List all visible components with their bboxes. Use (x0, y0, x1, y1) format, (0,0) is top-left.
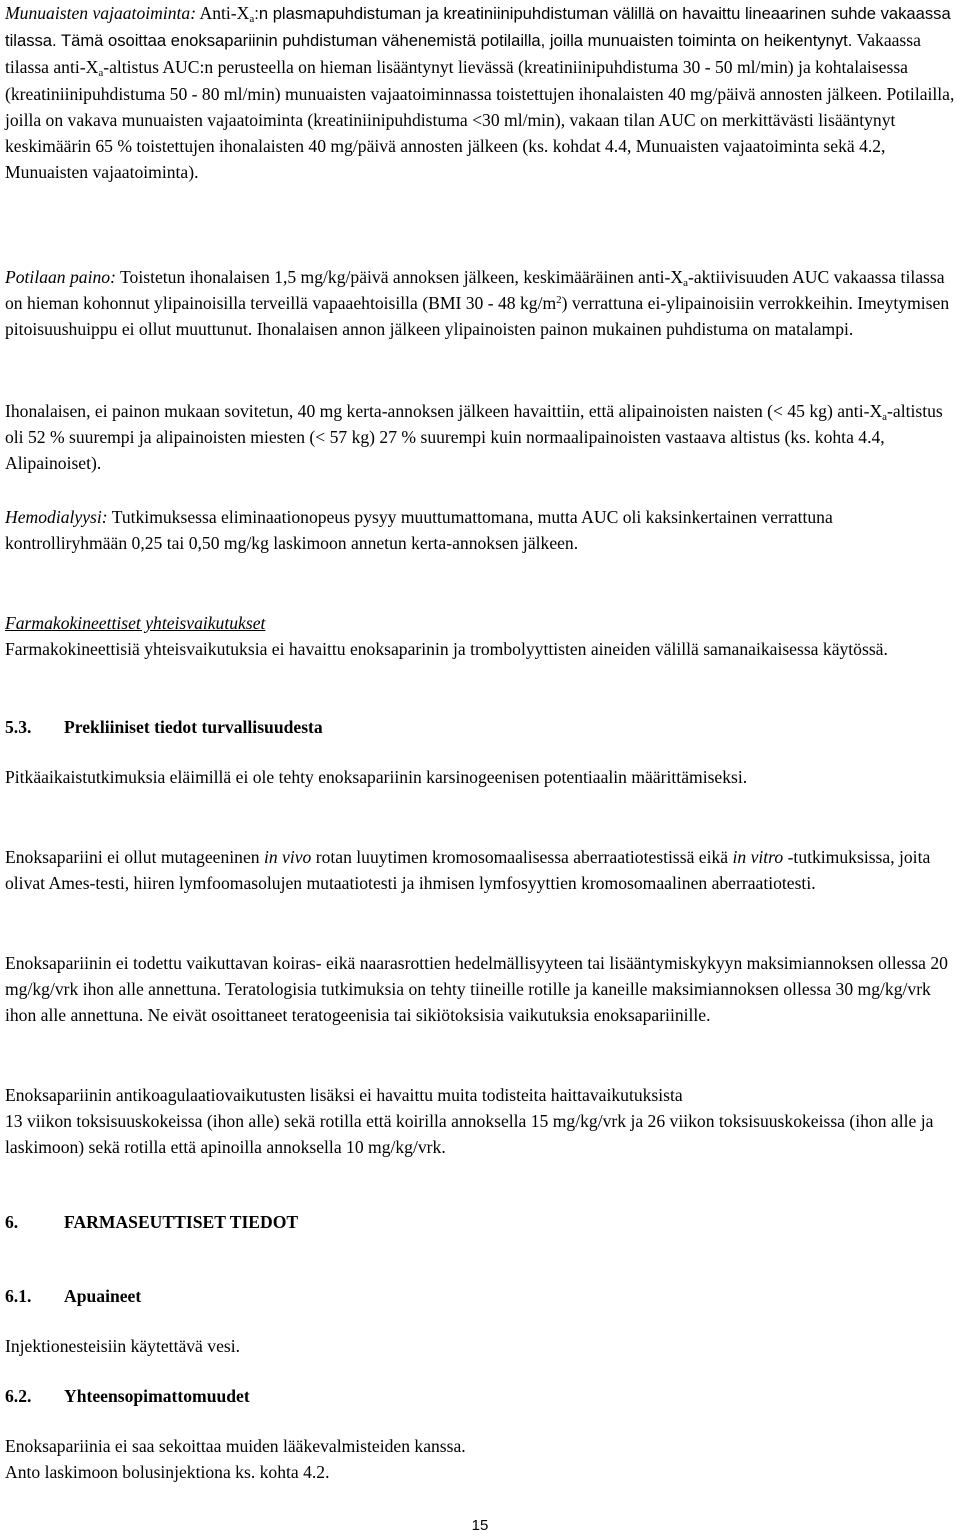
text-run: in vitro (732, 847, 784, 867)
subscript: a (882, 411, 888, 423)
text-run: in vivo (263, 847, 312, 867)
text-run: Anti-X (196, 3, 250, 23)
pk-interactions-heading: Farmakokineettiset yhteisvaikutukset (5, 613, 266, 633)
paragraph-toxicity (5, 1082, 957, 1161)
paragraph-carcinogenicity: Pitkäaikaistutkimuksia eläimillä ei ole tehty enoksapariinin karsinogeenisen potentiaalin määrittämiseksi. (5, 767, 748, 787)
section-heading-6-1 (5, 1283, 957, 1309)
hemodialysis-label: Hemodialyysi: (5, 507, 108, 527)
paragraph-mutagenicity (5, 844, 957, 896)
text-run: Tutkimuksessa eliminaationopeus pysyy muuttumattomana, mutta AUC oli kaksinkertainen verrattuna kontrolliryhmään 0,25 tai 0,50 mg/kg laskimoon annetun kerta-annoksen jälkeen. (5, 507, 833, 554)
section-number: 6.1. (5, 1286, 32, 1306)
section-pk-interactions (5, 610, 957, 662)
text-run: Vakaassa tilassa anti-X (5, 30, 921, 78)
text-run: -aktiivisuuden AUC vakaassa tilassa on hieman kohonnut ylipainoisilla terveillä vapaaehtoisilla (BMI 30 - 48 kg/m (5, 267, 945, 314)
text-run: ) verrattuna ei-ylipainoisiin verrokkeihin. Imeytymisen pitoisuushuippu ei ollut muuttunut. Ihonalaisen annon jälkeen ylipainoisten painon mukainen puhdistuma on matalampi. (5, 293, 950, 340)
text-run: Toistetun ihonalaisen 1,5 mg/kg/päivä annoksen jälkeen, keskimääräinen anti-X (115, 267, 684, 287)
paragraph-fertility: Enoksapariinin ei todettu vaikuttavan koiras- eikä naarasrottien hedelmällisyyteen tai lisääntymiskykyyn maksimiannoksen ollessa 20 mg/kg/vrk ihon alle annettuna. Teratologisia tutkimuksia on tehty tiineille rotille ja kaneille maksimiannoksen ollessa 30 mg/kg/vrk ihon alle annettuna. Ne eivät osoittaneet teratogeenisia tai sikiötoksisia vaikutuksia enoksapariinille. (5, 953, 948, 1026)
pk-interactions-text: Farmakokineettisiä yhteisvaikutuksia ei havaittu enoksaparinin ja trombolyyttisten aineiden välillä samanaikaisessa käytössä. (5, 639, 888, 660)
subscript: a (683, 277, 688, 289)
page-number: 15 (471, 1517, 489, 1534)
subscript: a (98, 67, 104, 80)
renal-impairment-label: Munuaisten vajaatoiminta: (5, 3, 197, 23)
section-heading-6 (5, 1209, 957, 1235)
section-heading-5-3 (5, 714, 957, 740)
text-run: -altistus oli 52 % suurempi ja alipainoisten miesten (< 57 kg) 27 % suurempi kuin normaalipainoisten vastaava altistus (ks. kohta 4.4, Alipainoiset). (5, 401, 943, 474)
superscript: 2 (556, 294, 562, 307)
section-title: Prekliiniset tiedot turvallisuudesta (64, 717, 323, 737)
section-heading-6-2 (5, 1383, 957, 1409)
text-run: 13 viikon toksisuuskokeissa (ihon alle) sekä rotilla että koirilla annoksella 15 mg/kg/vrk ja 26 viikon toksisuuskokeissa (ihon alle ja laskimoon) sekä rotilla että apinoilla annoksella 10 mg/kg/vrk. (5, 1111, 934, 1158)
body-weight-label: Potilaan paino: (5, 267, 116, 287)
section-title: FARMASEUTTISET TIEDOT (64, 1212, 299, 1232)
subscript: a (249, 13, 255, 25)
text-run: rotan luuytimen kromosomaalisessa aberraatiotestissä eikä (311, 847, 733, 867)
text-run: Potilailla, joilla on vakava munuaisten vajaatoiminta (kreatiniinipuhdistuma <30 ml/min), vakaan tilan AUC on merkittävästi lisääntynyt keskimäärin 65 % toistettujen ihonalaisten 40 mg/päivä annosten jälkeen (ks. kohdat 4.4, Munuaisten vajaatoiminta sekä 4.2, Munuaisten vajaatoiminta). (5, 83, 955, 183)
text-run: Enoksapariinia ei saa sekoittaa muiden lääkevalmisteiden kanssa. (5, 1436, 466, 1456)
section-number: 5.3. (5, 717, 32, 737)
text-run: Enoksapariinin antikoagulaatiovaikutusten lisäksi ei havaittu muita todisteita haittavaikutuksista (5, 1085, 683, 1105)
text-run: Ihonalaisen, ei painon mukaan sovitetun, 40 mg kerta-annoksen jälkeen havaittiin, että alipainoisten naisten (< 45 kg) anti-X (5, 401, 883, 421)
paragraph-excipients: Injektionesteisiin käytettävä vesi. (5, 1336, 241, 1356)
text-run: :n plasmapuhdistuman ja kreatiniinipuhdistuman välillä on havaittu lineaarinen suhde vakaassa tilassa. Tämä osoittaa enoksapariinin puhdistuman vähenemistä potilailla, joilla munuaisten toiminta on heikentynyt. (5, 4, 951, 51)
paragraph-renal-impairment (5, 0, 957, 185)
text-run: Anto laskimoon bolusinjektiona ks. kohta 4.2. (5, 1462, 330, 1483)
section-title: Apuaineet (64, 1286, 142, 1306)
text-run: -altistus AUC:n perusteella on hieman lisääntynyt lievässä (kreatiniinipuhdistuma 30 - 50 ml/min) ja kohtalaisessa (kreatiniinipuhdistuma 50 - 80 ml/min) munuaisten vajaatoiminnassa toistettujen ihonalaisten 40 mg/päivä annosten jälkeen. (5, 57, 908, 104)
section-number: 6.2. (5, 1386, 32, 1406)
text-run: Enoksapariini ei ollut mutageeninen (5, 847, 264, 867)
paragraph-low-weight (5, 398, 957, 477)
paragraph-hemodialysis (5, 504, 957, 556)
section-title: Yhteensopimattomuudet (64, 1386, 250, 1406)
section-number: 6. (5, 1212, 19, 1232)
paragraph-body-weight (5, 264, 957, 343)
text-run: -tutkimuksissa, joita olivat Ames-testi, hiiren lymfoomasolujen mutaatiotesti ja ihmisen lymfosyyttien kromosomaalinen aberraatiotesti. (5, 847, 931, 894)
paragraph-incompatibilities (5, 1433, 957, 1485)
